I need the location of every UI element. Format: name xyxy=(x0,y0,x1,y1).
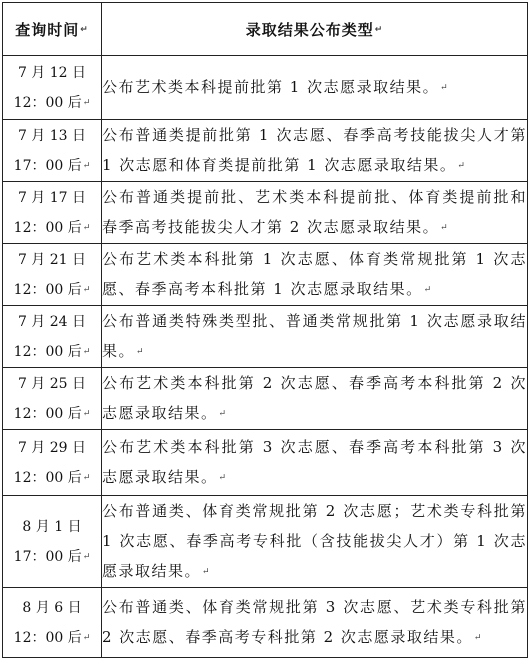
query-date: 7 月 13 日 xyxy=(17,127,87,144)
query-date: 7 月 29 日 xyxy=(17,439,87,456)
paragraph-mark-icon: ↵ xyxy=(82,472,91,483)
result-type-cell xyxy=(102,368,528,430)
query-hour-text: 17：00 后 xyxy=(13,548,82,565)
table-row xyxy=(3,588,528,658)
query-hour-text: 12：00 后 xyxy=(13,469,82,486)
table-row xyxy=(3,496,528,588)
table-row xyxy=(3,56,528,120)
paragraph-mark-icon: ↵ xyxy=(202,567,212,577)
result-type-cell xyxy=(102,496,528,588)
result-type-text: 公布普通类、体育类常规批第 2 次志愿；艺术类专科批第 1 次志愿、春季高考专科批（含技能拔尖人才）第 1 次志愿录取结果。 xyxy=(102,502,527,580)
result-type-text: 公布艺术类本科提前批第 1 次志愿录取结果。 xyxy=(102,78,440,96)
paragraph-mark-icon: ↵ xyxy=(82,551,91,562)
result-type-text: 公布普通类提前批、艺术类本科提前批、体育类提前批和春季高考技能拔尖人才第 2 次志愿录取结果。 xyxy=(102,188,527,236)
query-hour xyxy=(3,275,101,305)
result-type-cell xyxy=(102,244,528,306)
paragraph-mark-icon: ↵ xyxy=(82,408,91,419)
header-result-type xyxy=(102,3,528,56)
result-type-text: 公布艺术类本科批第 3 次志愿、春季高考本科批第 3 次志愿录取结果。 xyxy=(102,438,527,486)
result-type-cell xyxy=(102,430,528,496)
query-hour-text: 12：00 后 xyxy=(13,343,82,360)
paragraph-mark-icon: ↵ xyxy=(473,633,483,643)
query-time-cell xyxy=(3,56,102,120)
query-hour-text: 12：00 后 xyxy=(13,281,82,298)
header-result-type-label: 录取结果公布类型 xyxy=(245,20,374,39)
query-time-cell xyxy=(3,430,102,496)
result-type-cell xyxy=(102,56,528,120)
result-type-text: 公布普通类提前批第 1 次志愿、春季高考技能拔尖人才第 1 次志愿和体育类提前批第 1 次志愿录取结果。 xyxy=(102,126,527,174)
query-time-cell xyxy=(3,244,102,306)
query-hour xyxy=(3,213,101,243)
paragraph-mark-icon: ↵ xyxy=(136,347,146,357)
result-type-cell xyxy=(102,182,528,244)
result-type-cell xyxy=(102,588,528,658)
query-hour xyxy=(3,399,101,429)
query-hour-text: 12：00 后 xyxy=(13,94,82,111)
result-type-cell xyxy=(102,306,528,368)
paragraph-mark-icon: ↵ xyxy=(374,25,384,35)
paragraph-mark-icon: ↵ xyxy=(80,25,89,35)
query-date: 8 月 1 日 xyxy=(22,518,82,535)
query-hour xyxy=(3,623,101,653)
table-row xyxy=(3,244,528,306)
table-row xyxy=(3,306,528,368)
query-hour-text: 17：00 后 xyxy=(13,157,82,174)
query-hour xyxy=(3,151,101,181)
query-time-cell xyxy=(3,182,102,244)
query-date: 7 月 17 日 xyxy=(17,189,87,206)
header-query-time xyxy=(3,3,102,56)
header-query-time-label: 查询时间 xyxy=(15,20,80,39)
query-date: 7 月 25 日 xyxy=(17,375,87,392)
query-time-cell xyxy=(3,496,102,588)
query-date: 7 月 12 日 xyxy=(17,64,87,81)
paragraph-mark-icon: ↵ xyxy=(82,632,91,643)
paragraph-mark-icon: ↵ xyxy=(423,285,433,295)
result-type-text: 公布普通类特殊类型批、普通类常规批第 1 次志愿录取结果。 xyxy=(102,312,527,360)
query-time-cell xyxy=(3,368,102,430)
paragraph-mark-icon: ↵ xyxy=(82,222,91,233)
table-row xyxy=(3,120,528,182)
query-time-cell xyxy=(3,306,102,368)
paragraph-mark-icon: ↵ xyxy=(218,473,228,483)
paragraph-mark-icon: ↵ xyxy=(82,97,91,108)
result-type-text: 公布艺术类本科批第 2 次志愿、春季高考本科批第 2 次志愿录取结果。 xyxy=(102,374,527,422)
table-row xyxy=(3,430,528,496)
schedule-rows xyxy=(3,56,528,658)
query-hour xyxy=(3,463,101,493)
query-hour-text: 12：00 后 xyxy=(13,405,82,422)
query-time-cell xyxy=(3,120,102,182)
query-hour xyxy=(3,337,101,367)
paragraph-mark-icon: ↵ xyxy=(218,409,228,419)
query-date: 8 月 6 日 xyxy=(22,599,82,616)
query-hour xyxy=(3,88,101,118)
query-date: 7 月 24 日 xyxy=(17,313,87,330)
query-hour xyxy=(3,542,101,572)
query-time-cell xyxy=(3,588,102,658)
paragraph-mark-icon: ↵ xyxy=(440,223,450,233)
admission-results-schedule-table xyxy=(2,2,528,658)
table-row xyxy=(3,368,528,430)
paragraph-mark-icon: ↵ xyxy=(82,160,91,171)
paragraph-mark-icon: ↵ xyxy=(82,346,91,357)
result-type-text: 公布艺术类本科批第 1 次志愿、体育类常规批第 1 次志愿、春季高考本科批第 1 次志愿录取结果。 xyxy=(102,250,527,298)
result-type-text: 公布普通类、体育类常规批第 3 次志愿、艺术类专科批第 2 次志愿、春季高考专科批第 2 次志愿录取结果。 xyxy=(102,598,527,646)
query-hour-text: 12：00 后 xyxy=(13,219,82,236)
paragraph-mark-icon: ↵ xyxy=(82,284,91,295)
query-hour-text: 12：00 后 xyxy=(13,629,82,646)
header-row xyxy=(3,3,528,56)
table-row xyxy=(3,182,528,244)
result-type-cell xyxy=(102,120,528,182)
paragraph-mark-icon: ↵ xyxy=(457,161,467,171)
paragraph-mark-icon: ↵ xyxy=(440,83,450,93)
query-date: 7 月 21 日 xyxy=(17,251,87,268)
